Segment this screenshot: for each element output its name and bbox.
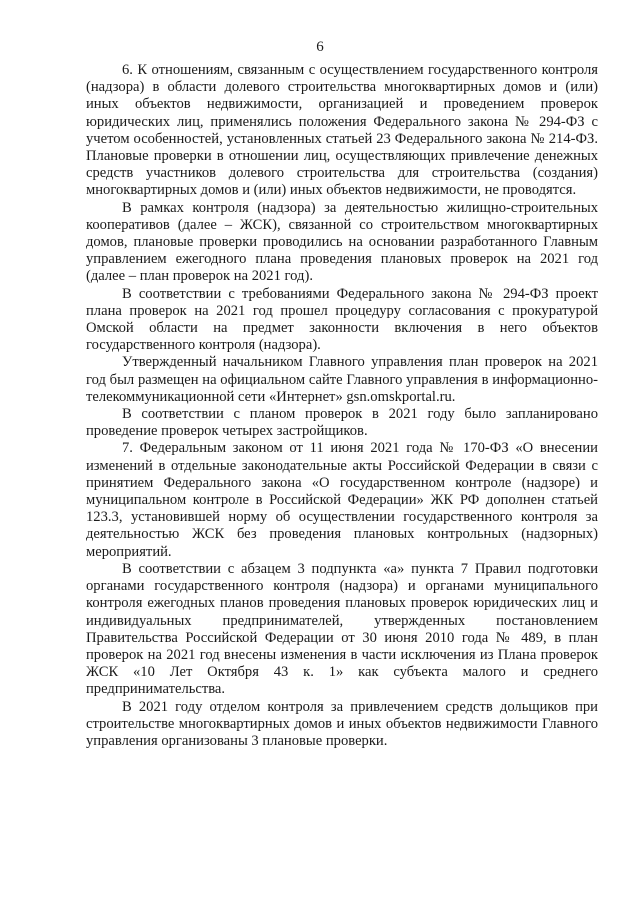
document-body [86,62,598,750]
paragraph-6: 6. К отношениям, связанным с осуществлением государственного контроля (надзора) в области долевого строительства многоквартирных домов и (или) иных объектов недвижимости, организацией и проведением проверок юридических лиц, применялись положения Федерального закона № 294-ФЗ с учетом особенностей, установленных статьей 23 Федерального закона № 214-ФЗ. Плановые проверки в отношении лиц, осуществляющих привлечение денежных средств участников долевого строительства для строительства (создания) многоквартирных домов и (или) иных объектов недвижимости, не проводятся. [86,62,598,199]
paragraph-conducted-inspections: В 2021 году отделом контроля за привлечением средств дольщиков при строительстве многоквартирных домов и иных объектов недвижимости Главного управления организованы 3 плановые проверки. [86,698,598,749]
paragraph-plan-published: Утвержденный начальником Главного управления план проверок на 2021 год был размещен на официальном сайте Главного управления в информационно-телекоммуникационной сети «Интернет» gsn.omskportal.ru. [86,354,598,405]
paragraph-plan-changes: В соответствии с абзацем 3 подпункта «а» пункта 7 Правил подготовки органами государственного контроля (надзора) и органами муниципального контроля ежегодных планов проведения плановых проверок юридических лиц и индивидуальных предпринимателей, утвержденных постановлением Правительства Российской Федерации от 30 июня 2010 года № 489, в план проверок на 2021 год внесены изменения в части исключения из Плана проверок ЖСК «10 Лет Октября 43 к. 1» как субъекта малого и среднего предпринимательства. [86,560,598,698]
paragraph-7: 7. Федеральным законом от 11 июня 2021 года № 170-ФЗ «О внесении изменений в отдельные законодательные акты Российской Федерации в связи с принятием Федерального закона «О государственном контроле (надзоре) и муниципальном контроле в Российской Федерации» ЖК РФ дополнен статьей 123.3, установившей норму об осуществлении государственного контроля за деятельностью ЖСК без проведения плановых контрольных (надзорных) мероприятий. [86,440,598,560]
paragraph-planned-inspections: В соответствии с планом проверок в 2021 году было запланировано проведение проверок четырех застройщиков. [86,406,598,440]
paragraph-plan-approval: В соответствии с требованиями Федерального закона № 294-ФЗ проект плана проверок на 2021 год прошел процедуру согласования с прокуратурой Омской области на предмет законности включения в него объектов государственного контроля (надзора). [86,285,598,354]
page-number: 6 [316,39,324,55]
paragraph-zhsk-control: В рамках контроля (надзора) за деятельностью жилищно-строительных кооперативов (далее – ЖСК), связанной со строительством многоквартирных домов, плановые проверки проводились на основании разработанного Главным управлением ежегодного плана проведения плановых проверок на 2021 год (далее – план проверок на 2021 год). [86,199,598,285]
